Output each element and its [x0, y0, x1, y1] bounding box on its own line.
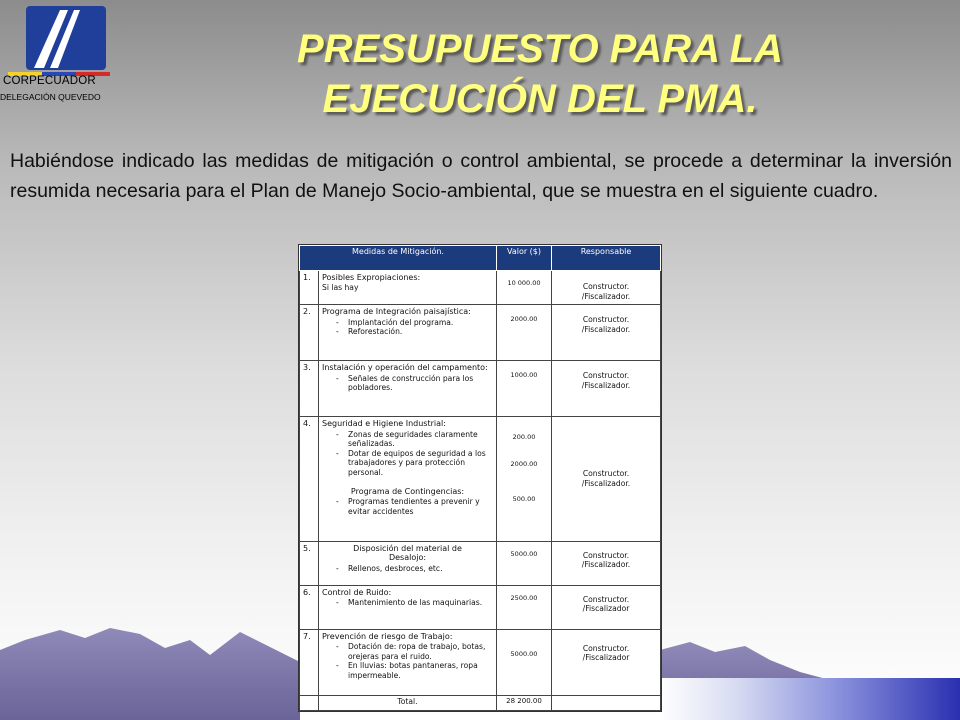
- value-text: 200.00: [512, 433, 536, 442]
- row-responsible: [552, 585, 661, 629]
- logo-emblem: [0, 0, 120, 80]
- row-value: [497, 417, 552, 541]
- row-measure: [319, 585, 497, 629]
- row-number: 7.: [300, 629, 319, 695]
- measure-subtitle: Programa de Contingencias:: [350, 487, 465, 497]
- measure-list: [322, 642, 493, 680]
- header-measures: Medidas de Mitigación.: [300, 246, 497, 271]
- measure-title: Disposición del material de Desalojo:: [353, 543, 462, 563]
- responsible-line: /Fiscalizador: [582, 653, 630, 663]
- row-responsible: [552, 271, 661, 305]
- budget-table: [299, 245, 661, 711]
- list-item: - Dotación de: ropa de trabajo, botas, orejeras para el ruido.: [336, 642, 493, 661]
- row-measure: [319, 629, 497, 695]
- slide-title-line-2: EJECUCIÓN DEL PMA.: [322, 77, 758, 121]
- measure-list: [322, 318, 493, 337]
- list-item: - Rellenos, desbroces, etc.: [336, 564, 493, 574]
- measure-title: Seguridad e Higiene Industrial:: [322, 419, 446, 429]
- responsible-line: /Fiscalizador.: [581, 324, 631, 334]
- value-text: 10 000.00: [507, 279, 541, 287]
- table-row: [300, 361, 661, 417]
- row-number: 4.: [300, 417, 319, 541]
- list-item: - En lluvias: botas pantaneras, ropa impermeable.: [336, 661, 493, 680]
- logo-subtitle: DELEGACIÓN QUEVEDO: [0, 92, 101, 102]
- list-item: - Reforestación.: [336, 327, 493, 337]
- responsible-line: Constructor.: [582, 315, 630, 325]
- row-value: [497, 361, 552, 417]
- total-row: [300, 695, 661, 710]
- list-item: - Mantenimiento de las maquinarias.: [336, 598, 493, 608]
- header-value: Valor ($): [497, 246, 552, 271]
- list-item: - Dotar de equipos de seguridad a los trabajadores y para protección personal.: [336, 449, 493, 478]
- responsible-line: Constructor.: [582, 643, 630, 653]
- row-number: 1.: [300, 271, 319, 305]
- measure-title: Posibles Expropiaciones:: [322, 273, 421, 282]
- responsible-line: Constructor.: [582, 469, 630, 479]
- row-responsible: [552, 629, 661, 695]
- row-value: [497, 305, 552, 361]
- header-responsible: Responsable: [552, 246, 661, 271]
- slide-title: [200, 24, 880, 124]
- logo-name: CORPECUADOR: [3, 75, 96, 87]
- value-text: 2000.00: [510, 315, 538, 324]
- mountain-range: [0, 628, 300, 720]
- row-measure: [319, 271, 497, 305]
- responsible-line: /Fiscalizador.: [581, 560, 631, 570]
- measure-title: Prevención de riesgo de Trabajo:: [322, 631, 453, 641]
- responsible-line: Constructor.: [582, 282, 630, 291]
- table-row: [300, 585, 661, 629]
- measure-sublist: [322, 497, 493, 516]
- value-text: 2500.00: [510, 593, 538, 602]
- slide-title-line-1: PRESUPUESTO PARA LA: [297, 27, 783, 71]
- row-number: 6.: [300, 585, 319, 629]
- measure-list: [322, 598, 493, 608]
- table-row: [300, 417, 661, 541]
- list-item: - Señales de construcción para los pobladores.: [336, 374, 493, 393]
- table-row: [300, 629, 661, 695]
- row-value: [497, 585, 552, 629]
- row-responsible: [552, 305, 661, 361]
- row-number: 3.: [300, 361, 319, 417]
- value-text: 5000.00: [510, 649, 538, 658]
- row-measure: [319, 417, 497, 541]
- measure-title: Instalación y operación del campamento:: [322, 363, 488, 373]
- measure-list: [322, 564, 493, 574]
- row-responsible: [552, 541, 661, 585]
- row-number: 5.: [300, 541, 319, 585]
- measure-title: Programa de Integración paisajística:: [322, 307, 471, 317]
- value-text: 2000.00: [510, 459, 538, 468]
- responsible-line: Constructor.: [582, 594, 630, 604]
- responsible-line: /Fiscalizador.: [581, 380, 631, 390]
- total-value: 28 200.00: [497, 695, 552, 710]
- measure-list: [322, 374, 493, 393]
- responsible-line: Constructor.: [582, 550, 630, 560]
- responsible-line: Constructor.: [582, 371, 630, 381]
- row-responsible: [552, 361, 661, 417]
- table-row: [300, 271, 661, 305]
- table-header-row: [300, 246, 661, 271]
- blue-band: [660, 678, 960, 720]
- row-value: [497, 629, 552, 695]
- row-measure: [319, 305, 497, 361]
- measure-title: Control de Ruido:: [322, 587, 392, 597]
- value-text: 1000.00: [510, 371, 538, 380]
- row-value: [497, 271, 552, 305]
- measure-note: Si las hay: [322, 282, 359, 292]
- responsible-line: /Fiscalizador.: [581, 478, 631, 488]
- value-text: 5000.00: [510, 549, 538, 558]
- total-label: Total.: [319, 695, 497, 710]
- row-value: [497, 541, 552, 585]
- list-item: - Programas tendientes a prevenir y evitar accidentes: [336, 497, 493, 516]
- table-row: [300, 541, 661, 585]
- table-row: [300, 305, 661, 361]
- intro-paragraph: Habiéndose indicado las medidas de mitigación o control ambiental, se procede a determinar la inversión resumida necesaria para el Plan de Manejo Socio-ambiental, que se muestra en el siguiente cuadro.: [10, 150, 952, 202]
- measure-list: [322, 430, 493, 478]
- list-item: - Implantación del programa.: [336, 318, 493, 328]
- responsible-line: /Fiscalizador: [582, 604, 630, 614]
- row-responsible: [552, 417, 661, 541]
- row-number: 2.: [300, 305, 319, 361]
- value-text: 500.00: [512, 495, 536, 504]
- responsible-line: /Fiscalizador.: [581, 291, 631, 301]
- corpecuador-logo: [0, 0, 120, 108]
- list-item: - Zonas de seguridades claramente señalizadas.: [336, 430, 493, 449]
- row-measure: [319, 361, 497, 417]
- row-measure: [319, 541, 497, 585]
- budget-table-container: [298, 244, 662, 712]
